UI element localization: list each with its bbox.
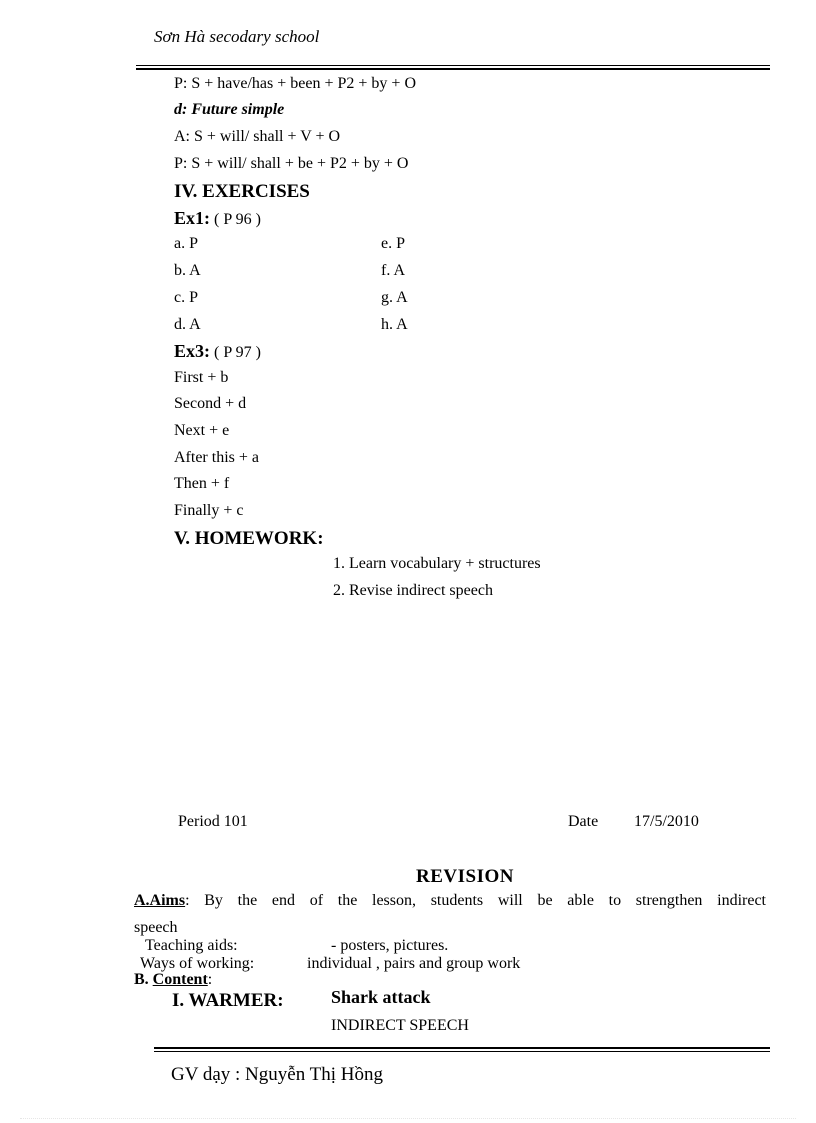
- warmer-title: Shark attack: [331, 987, 431, 1007]
- lesson-title: REVISION: [416, 866, 514, 887]
- homework-heading: V. HOMEWORK:: [174, 528, 324, 549]
- ex3-answer: Next + e: [174, 422, 230, 439]
- ex1-answer: b. A: [174, 262, 201, 279]
- ex1-page: ( P 96 ): [214, 211, 261, 228]
- aims-text: : By the end of the lesson, students will be able to strengthen indirect: [185, 892, 766, 909]
- ex1-answer: e. P: [381, 235, 405, 252]
- ex1-answer: d. A: [174, 316, 201, 333]
- period-number: Period 101: [178, 813, 248, 830]
- ex1-answer: h. A: [381, 316, 408, 333]
- aims-label: A.Aims: [134, 892, 186, 909]
- future-active: A: S + will/ shall + V + O: [174, 128, 341, 145]
- future-passive: P: S + will/ shall + be + P2 + by + O: [174, 155, 409, 172]
- content-suffix: :: [207, 971, 213, 988]
- ex3-answer: After this + a: [174, 449, 259, 466]
- homework-item: 2. Revise indirect speech: [333, 582, 493, 599]
- exercises-heading: IV. EXERCISES: [174, 181, 310, 202]
- school-name: Sơn Hà secodary school: [154, 27, 320, 46]
- teacher-name: GV dạy : Nguyễn Thị Hồng: [171, 1064, 383, 1085]
- ex3-label: Ex3:: [174, 341, 210, 361]
- date-value: 17/5/2010: [634, 813, 699, 830]
- ways-label: Ways of working:: [140, 955, 255, 972]
- date-label: Date: [568, 813, 599, 830]
- ex1-answer: f. A: [381, 262, 405, 279]
- ex1-answer: c. P: [174, 289, 198, 306]
- page-edge-dotted-line: [20, 1118, 796, 1119]
- ex3-answer: Second + d: [174, 395, 247, 412]
- footer-rule-top: [154, 1047, 770, 1049]
- future-simple-title: d: Future simple: [174, 101, 285, 118]
- ex1-heading: [174, 208, 261, 230]
- footer-rule-bottom: [154, 1051, 770, 1052]
- ex3-answer: Then + f: [174, 475, 230, 492]
- content-heading: [134, 970, 212, 990]
- homework-item: 1. Learn vocabulary + structures: [333, 555, 541, 572]
- aims-continuation: speech: [134, 919, 178, 936]
- warmer-subtitle: INDIRECT SPEECH: [331, 1017, 469, 1034]
- header-rule-top: [136, 65, 770, 66]
- ex3-heading: [174, 341, 261, 363]
- ex1-answer: a. P: [174, 235, 198, 252]
- ex1-answer: g. A: [381, 289, 408, 306]
- teaching-aids-label: Teaching aids:: [145, 937, 238, 954]
- teaching-aids-value: - posters, pictures.: [331, 937, 449, 954]
- aims-line: [134, 891, 766, 911]
- warmer-label: I. WARMER:: [172, 990, 284, 1011]
- header-rule-bottom: [136, 68, 770, 70]
- ex1-label: Ex1:: [174, 208, 210, 228]
- ways-value: individual , pairs and group work: [307, 955, 521, 972]
- passive-present-perfect: P: S + have/has + been + P2 + by + O: [174, 75, 416, 92]
- ex3-answer: Finally + c: [174, 502, 244, 519]
- content-label: Content: [152, 971, 208, 988]
- ex3-page: ( P 97 ): [214, 344, 261, 361]
- ex3-answer: First + b: [174, 369, 229, 386]
- content-prefix: B.: [134, 971, 153, 988]
